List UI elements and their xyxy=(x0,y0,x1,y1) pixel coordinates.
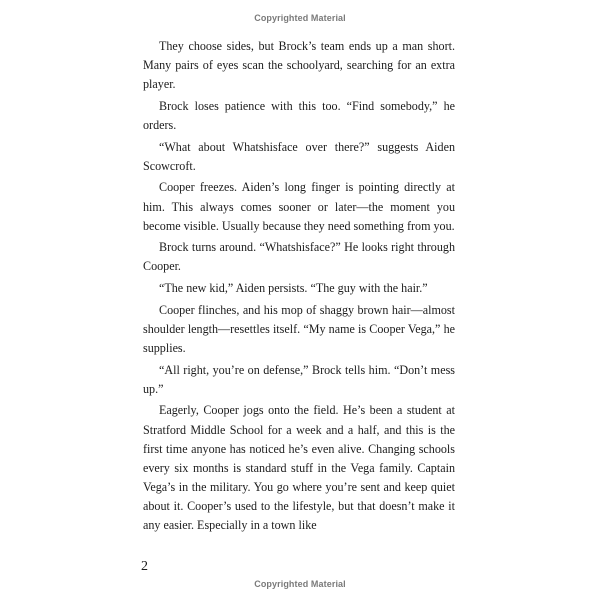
paragraph: “What about Whatshisface over there?” suggests Aiden Scowcroft. xyxy=(143,139,455,173)
paragraph: Cooper freezes. Aiden’s long finger is pointing directly at him. This always comes sooner or later—the moment you become visible. Usually because they need something from you. xyxy=(143,180,455,233)
paragraph: “The new kid,” Aiden persists. “The guy with the hair.” xyxy=(159,281,428,296)
paragraph: Brock loses patience with this too. “Find somebody,” he orders. xyxy=(143,98,455,132)
paragraph: Cooper flinches, and his mop of shaggy brown hair—almost shoulder length—resettles itself. “My name is Cooper Vega,” he supplies. xyxy=(143,302,455,355)
paragraph: “All right, you’re on defense,” Brock tells him. “Don’t mess up.” xyxy=(143,362,455,396)
page-number: 2 xyxy=(141,559,148,574)
paragraph: Eagerly, Cooper jogs onto the field. He’s been a student at Stratford Middle School for a week and a half, and this is the first time anyone has noticed he’s even alive. Changing schools every six months is standard stuff in the Vega family. Captain Vega’s in the military. You go where you’re sent and keep quiet about it. Cooper’s used to the lifestyle, but that doesn’t make it any easier. Especially in a town like xyxy=(143,403,455,532)
copyright-watermark-top: Copyrighted Material xyxy=(254,13,346,23)
book-page-text xyxy=(143,37,455,538)
paragraph: They choose sides, but Brock’s team ends up a man short. Many pairs of eyes scan the schoolyard, searching for an extra player. xyxy=(143,39,455,92)
copyright-watermark-bottom: Copyrighted Material xyxy=(254,579,346,589)
paragraph: Brock turns around. “Whatshisface?” He looks right through Cooper. xyxy=(143,240,455,274)
